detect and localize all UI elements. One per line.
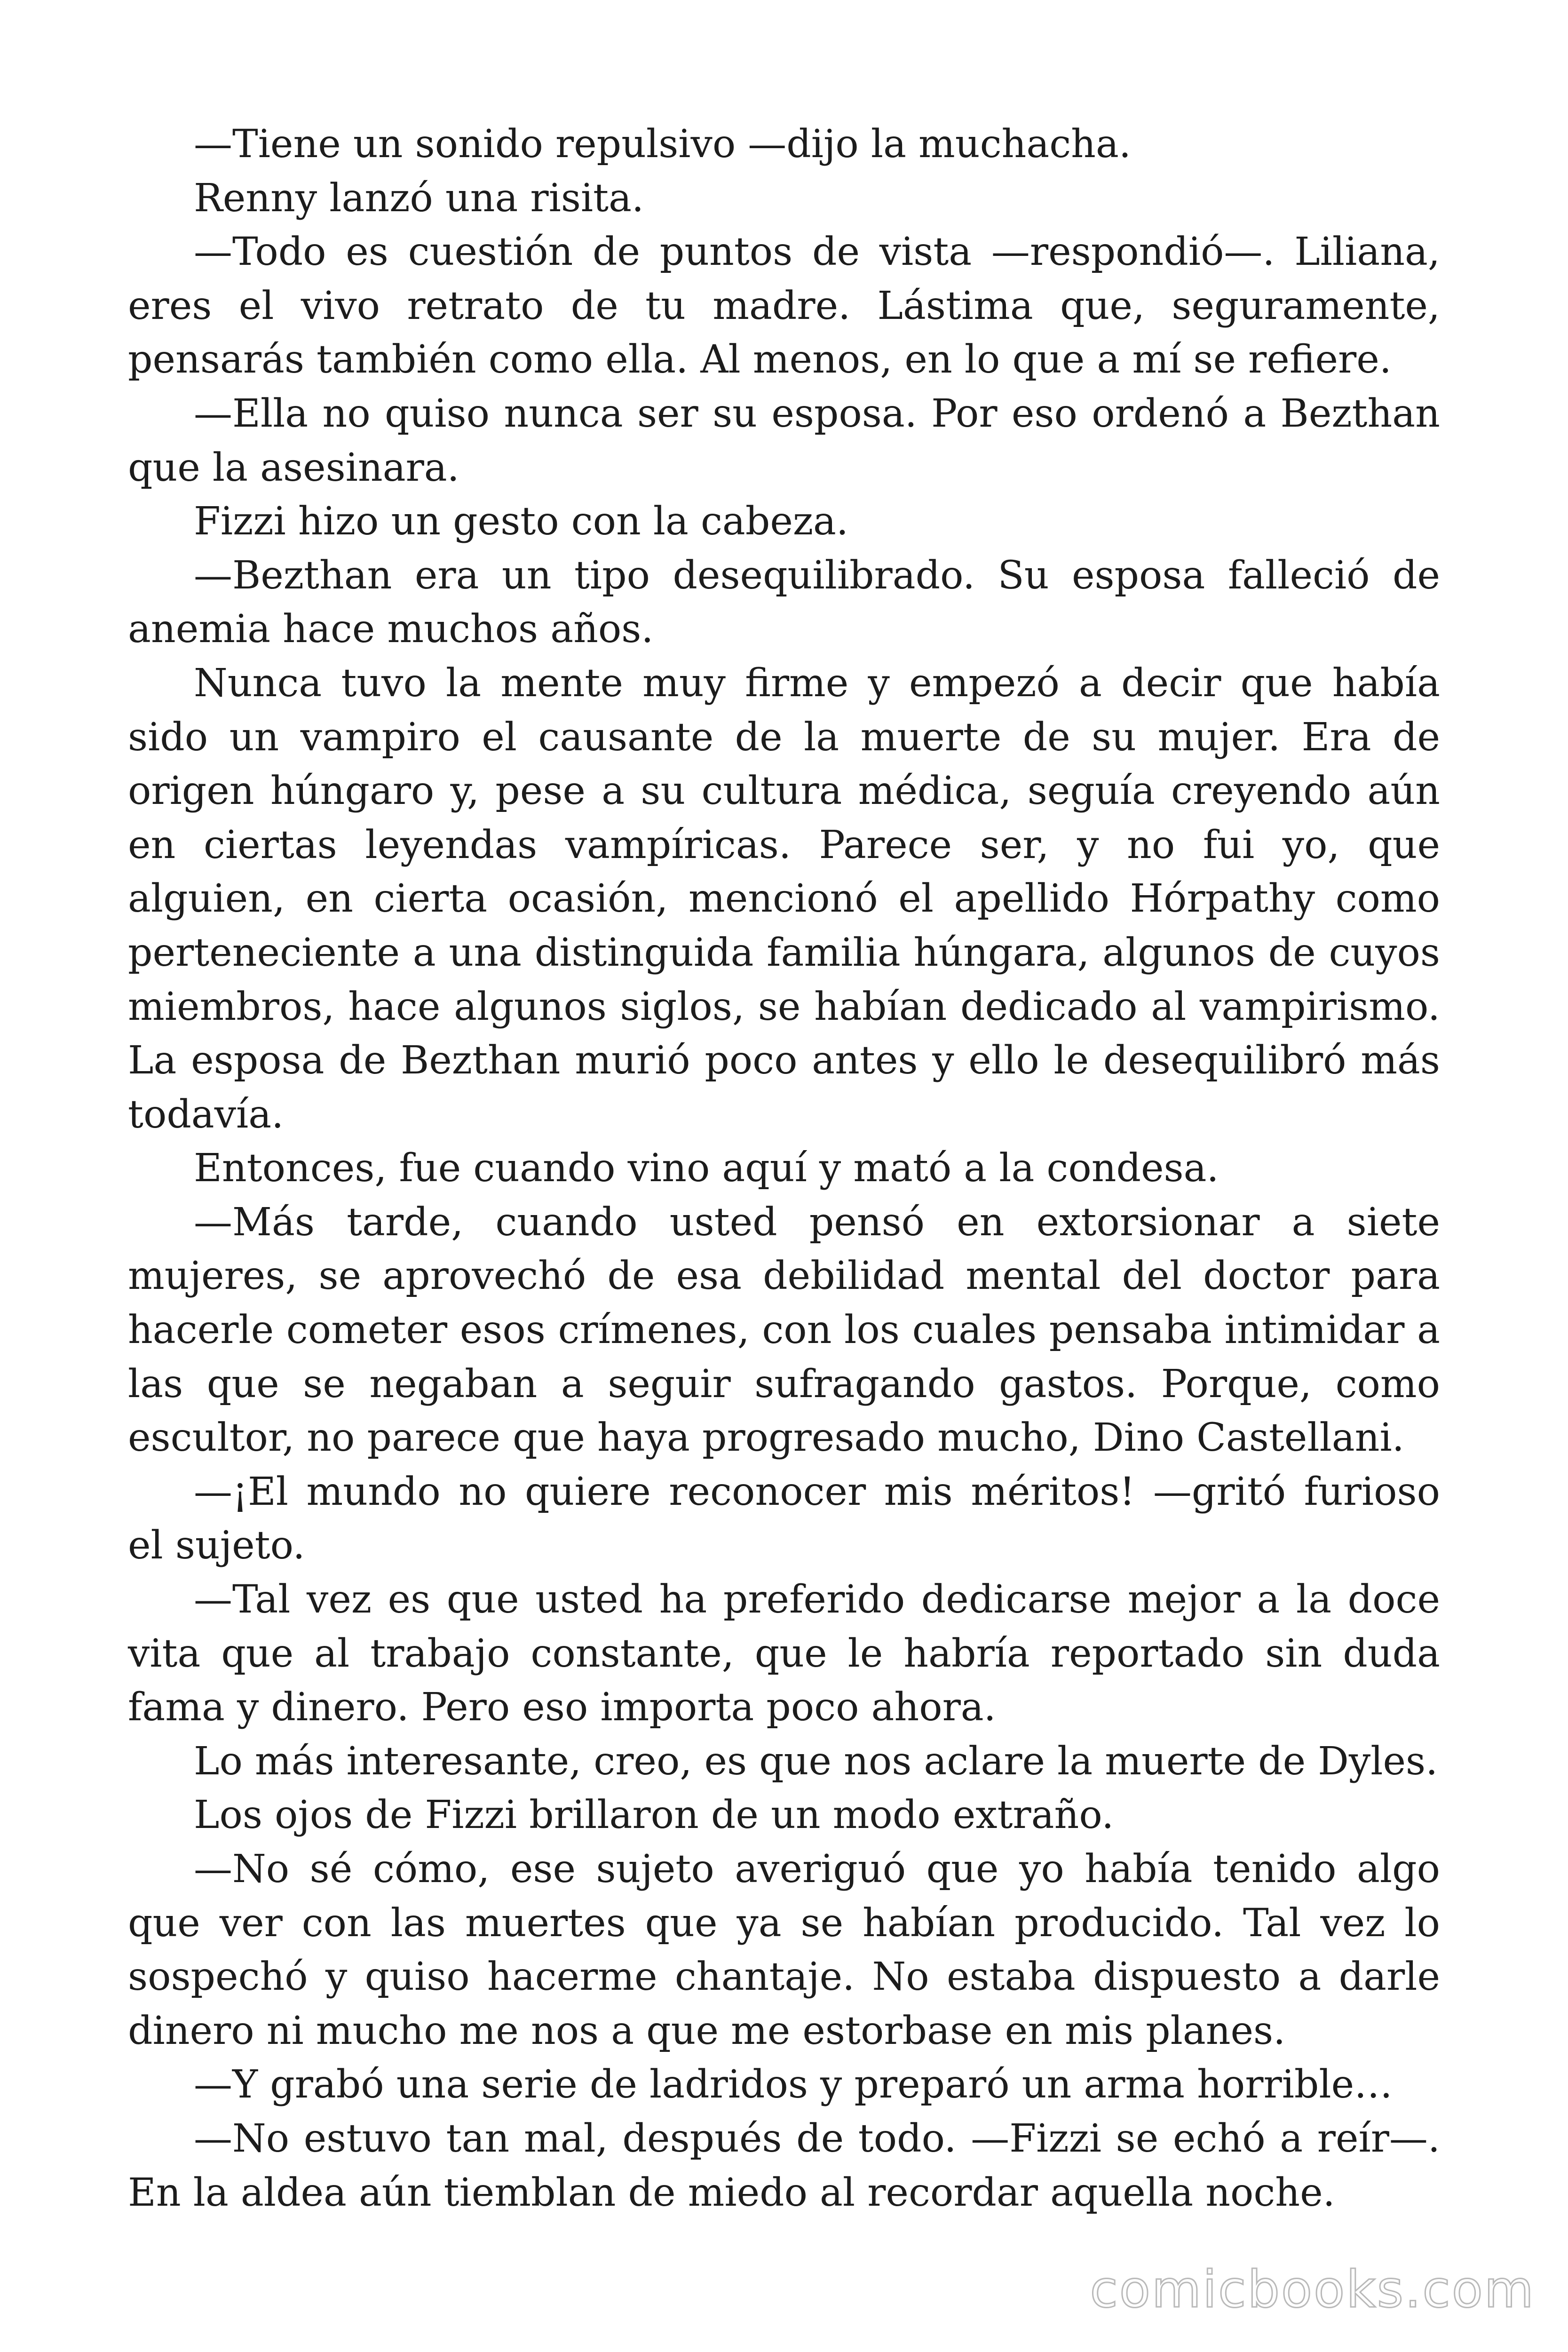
paragraph: Fizzi hizo un gesto con la cabeza. [194, 499, 848, 544]
paragraph: Lo más interesante, creo, es que nos aclare la muerte de Dyles. [194, 1739, 1438, 1784]
paragraph: —Tiene un sonido repulsivo —dijo la muchacha. [194, 122, 1131, 167]
paragraph: —Tal vez es que usted ha preferido dedicarse mejor a la doce vita que al trabajo constante, que le habría reportado sin duda fama y dinero. Pero eso importa poco ahora. [128, 1577, 1440, 1730]
paragraph: Entonces, fue cuando vino aquí y mató a la condesa. [194, 1146, 1219, 1191]
paragraph: —Todo es cuestión de puntos de vista —respondió—. Liliana, eres el vivo retrato de tu madre. Lástima que, seguramente, pensarás también como ella. Al menos, en lo que a mí se refiere. [128, 230, 1440, 382]
paragraph: Nunca tuvo la mente muy firme y empezó a decir que había sido un vampiro el causante de la muerte de su mujer. Era de origen húngaro y, pese a su cultura médica, seguía creyendo aún en ciertas leyendas vampíricas. Parece ser, y no fui yo, que alguien, en cierta ocasión, mencionó el apellido Hórpathy como perteneciente a una distinguida familia húngara, algunos de cuyos miembros, hace algunos siglos, se habían dedicado al vampirismo. La esposa de Bezthan murió poco antes y ello le desequilibró más todavía. [128, 660, 1440, 1137]
paragraph: —¡El mundo no quiere reconocer mis méritos! —gritó furioso el sujeto. [128, 1469, 1440, 1568]
paragraph: Los ojos de Fizzi brillaron de un modo extraño. [194, 1793, 1114, 1838]
paragraph: —No estuvo tan mal, después de todo. —Fizzi se echó a reír—. En la aldea aún tiemblan de miedo al recordar aquella noche. [128, 2116, 1440, 2215]
paragraph: —Más tarde, cuando usted pensó en extorsionar a siete mujeres, se aprovechó de esa debilidad mental del doctor para hacerle cometer esos crímenes, con los cuales pensaba intimidar a las que se negaban a seguir sufragando gastos. Porque, como escultor, no parece que haya progresado mucho, Dino Castellani. [128, 1200, 1440, 1461]
paragraph: Renny lanzó una risita. [194, 175, 644, 221]
paragraph: —Bezthan era un tipo desequilibrado. Su esposa falleció de anemia hace muchos años. [128, 553, 1440, 652]
paragraph: —No sé cómo, ese sujeto averiguó que yo había tenido algo que ver con las muertes que ya se habían producido. Tal vez lo sospechó y quiso hacerme chantaje. No estaba dispuesto a darle dinero ni mucho me nos a que me estorbase en mis planes. [128, 1847, 1440, 2053]
paragraph: —Ella no quiso nunca ser su esposa. Por eso ordenó a Bezthan que la asesinara. [128, 391, 1440, 490]
paragraph: —Y grabó una serie de ladridos y preparó un arma horrible… [194, 2062, 1393, 2107]
page-body [128, 118, 1440, 2220]
watermark: comicbooks.com [1090, 2260, 1535, 2319]
